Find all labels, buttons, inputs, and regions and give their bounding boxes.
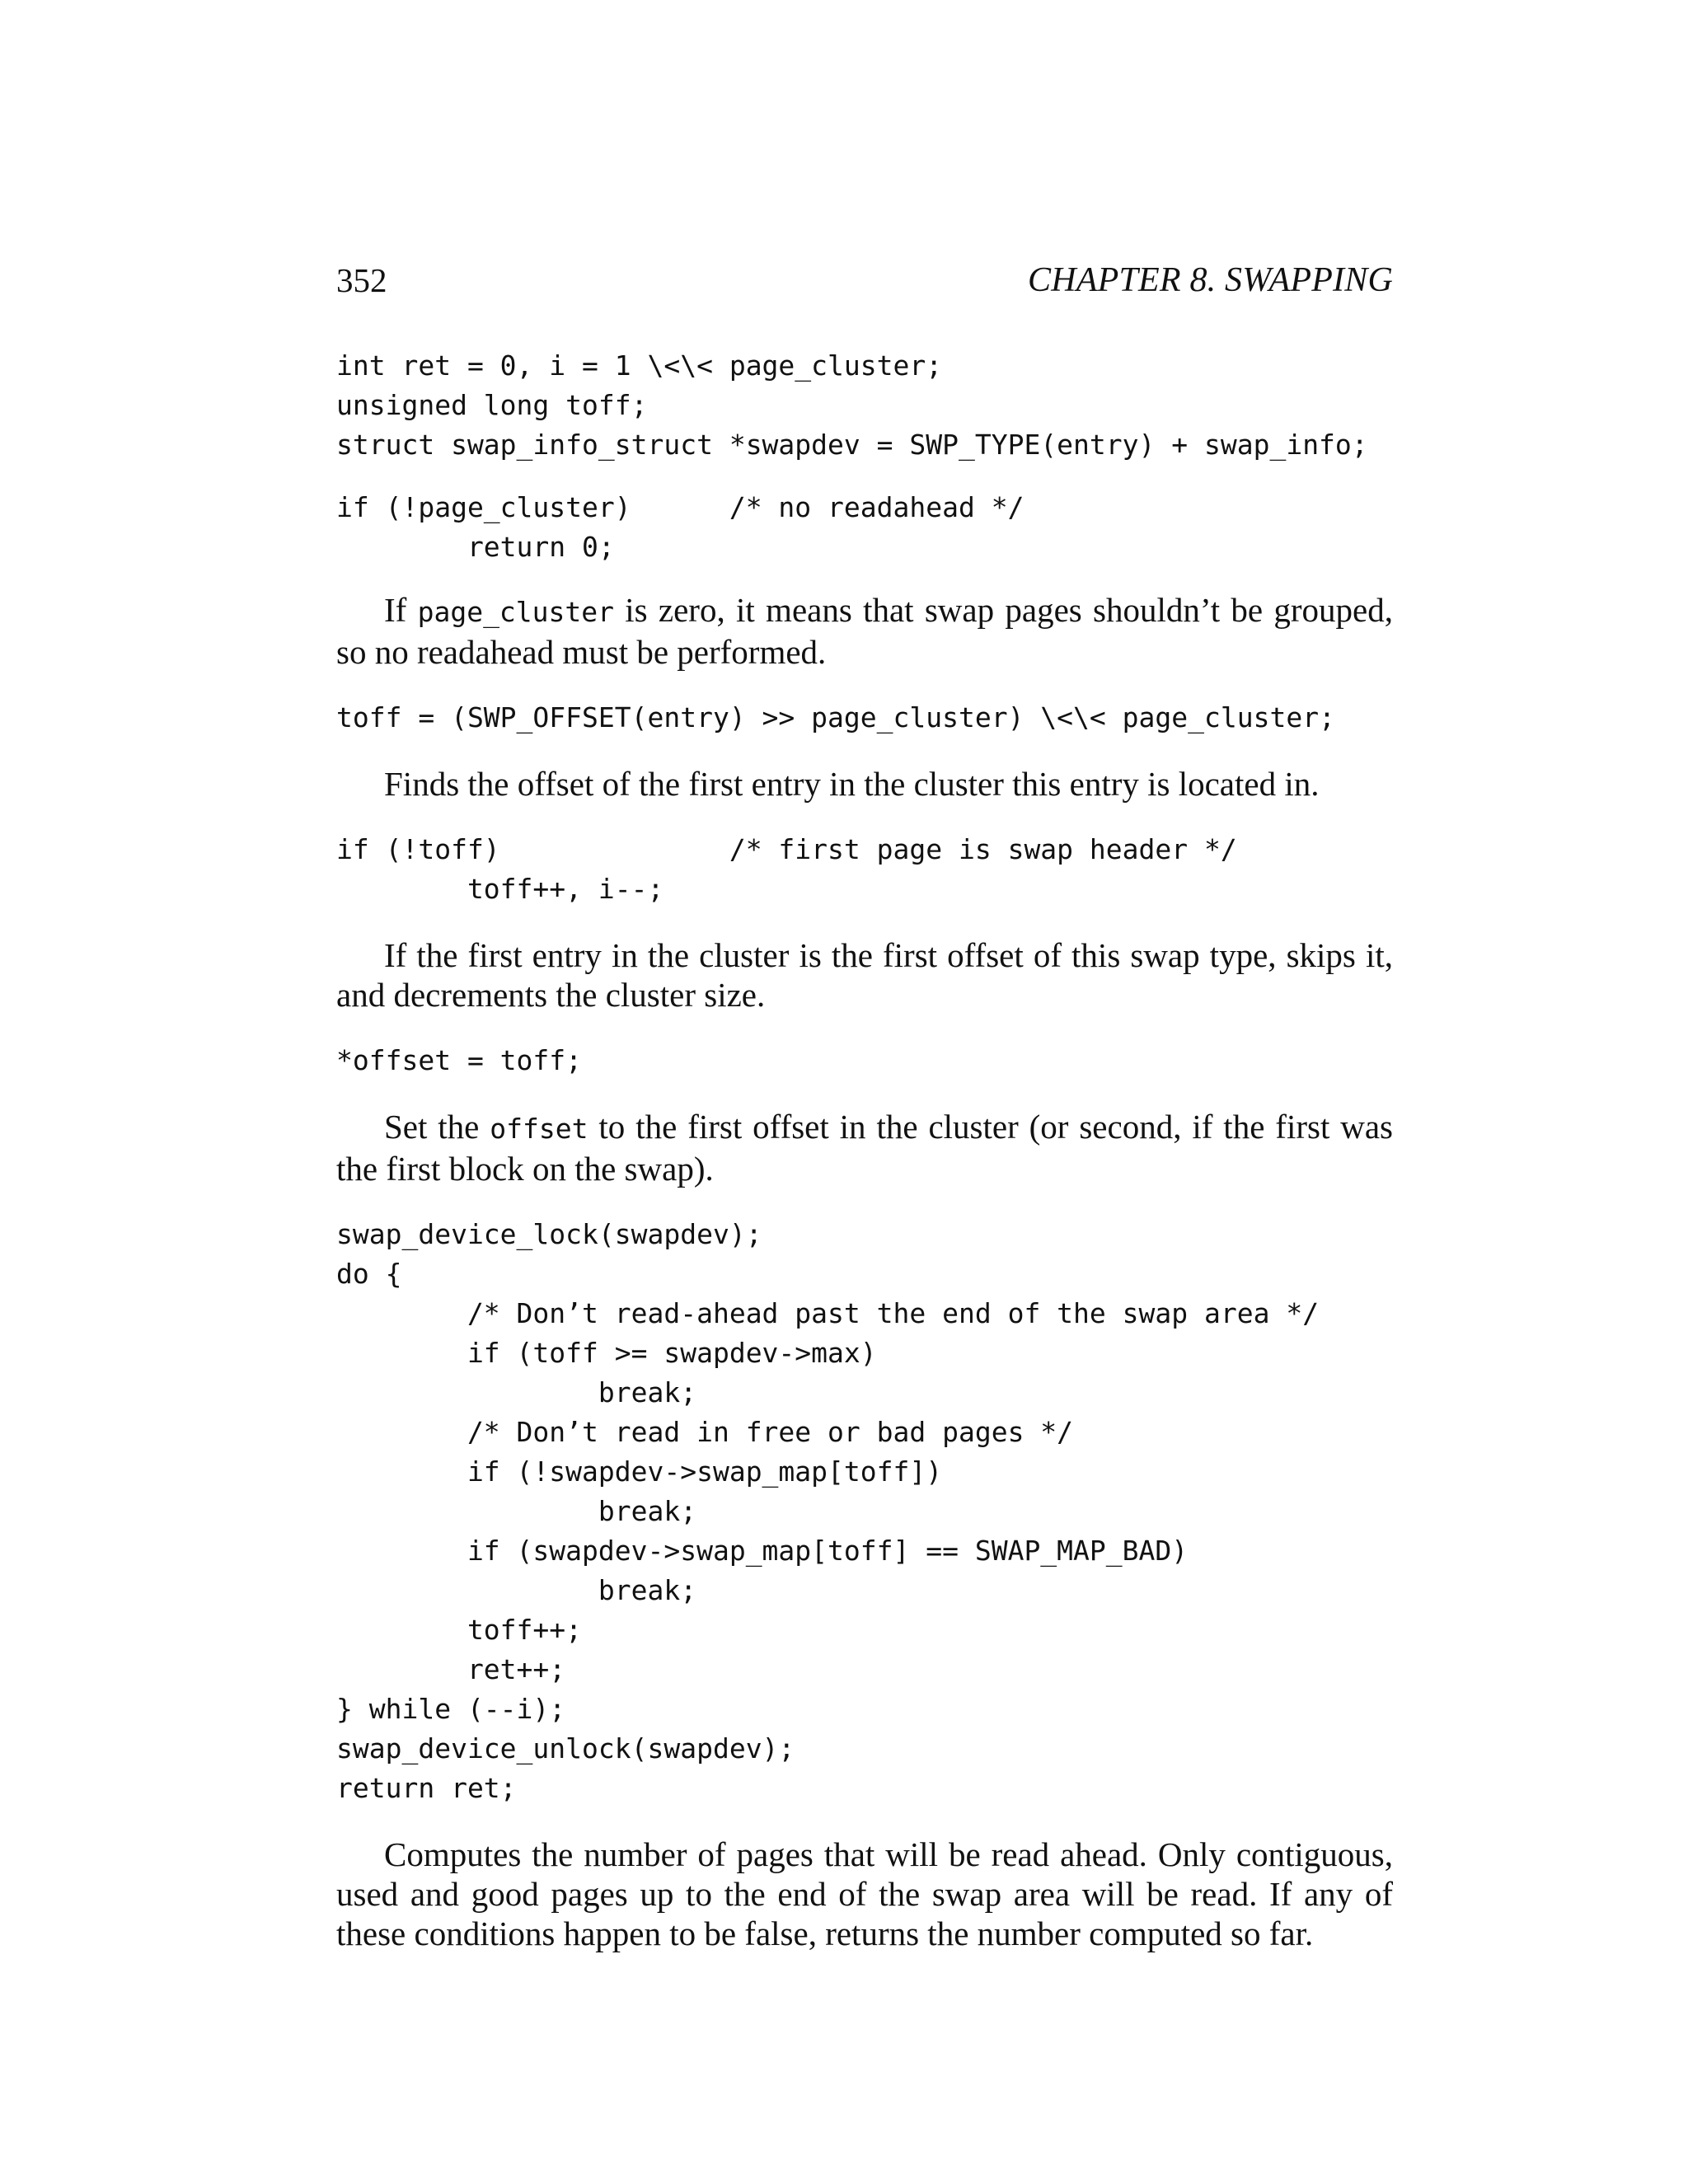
- code-page-cluster-check: if (!page_cluster) /* no readahead */ return 0;: [336, 491, 1025, 563]
- code-declarations: int ret = 0, i = 1 \<\< page_cluster; unsigned long toff; struct swap_info_struct *swapdev = SWP_TYPE(entry) + swap_info;: [336, 349, 1368, 461]
- chapter-title: CHAPTER 8. SWAPPING: [1028, 261, 1393, 299]
- code-set-offset: *offset = toff;: [336, 1044, 583, 1076]
- paragraph-first-entry-offset: Finds the offset of the first entry in the cluster this entry is located in.: [384, 765, 1320, 803]
- paragraph-skip-first-offset: If the first entry in the cluster is the first offset of this swap type, skips it, and decrements the cluster size.: [336, 936, 1393, 1014]
- code-swap-header-check: if (!toff) /* first page is swap header */ toff++, i--;: [336, 833, 1237, 905]
- paragraph-text: is zero, it means that swap pages shouldn’t be grouped, so no readahead must be performed.: [336, 591, 1393, 671]
- inline-code: offset: [490, 1113, 588, 1145]
- paragraph-set-offset: [336, 1107, 1393, 1188]
- paragraph-page-cluster: [336, 590, 1393, 672]
- paragraph-text: to the first offset in the cluster (or second, if the first was the first block on the swap).: [336, 1108, 1394, 1188]
- code-readahead-loop: swap_device_lock(swapdev); do { /* Don’t read-ahead past the end of the swap area */ if (toff >= swapdev->max) break; /* Don’t read in free or bad pages */ if (!swapdev->swap_map[toff]) break; if (swapdev->swap_map[toff] == SWAP_MAP_BAD) break; toff++; ret++; } while (--i); swap_device_unlock(swapdev); return ret;: [336, 1218, 1320, 1804]
- paragraph-readahead-summary: Computes the number of pages that will be read ahead. Only contiguous, used and good pages up to the end of the swap area will be read. If any of these conditions happen to be false, returns the number computed so far.: [336, 1835, 1393, 1952]
- page-number: 352: [336, 261, 387, 299]
- running-header: [336, 255, 1393, 305]
- page-content: [336, 346, 1393, 1953]
- paragraph-text: If: [384, 591, 418, 629]
- inline-code: page_cluster: [417, 596, 615, 628]
- paragraph-text: Set the: [384, 1108, 490, 1146]
- code-offset-computation: toff = (SWP_OFFSET(entry) >> page_cluster) \<\< page_cluster;: [336, 701, 1335, 733]
